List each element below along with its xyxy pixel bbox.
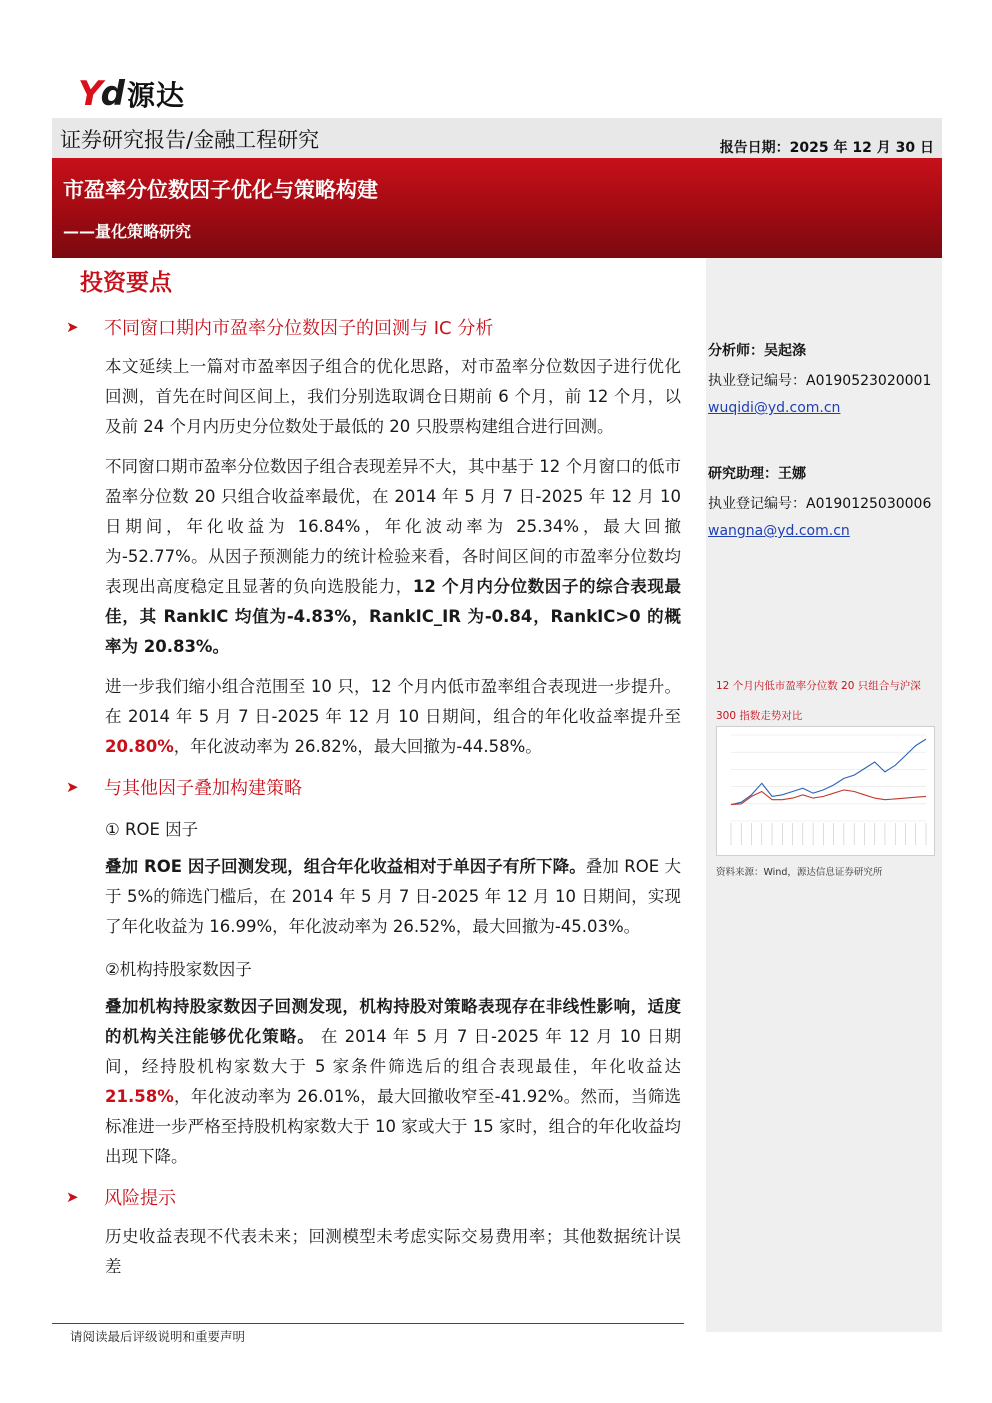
analyst2-title: 研究助理：王娜 (708, 466, 806, 482)
bullet-heading-2: ➤ 与其他因子叠加构建策略 (66, 778, 302, 799)
title-banner (52, 158, 942, 258)
bullet-arrow-icon: ➤ (66, 318, 79, 336)
section-title: 投资要点 (80, 270, 172, 296)
analyst1-email[interactable]: wuqidi@yd.com.cn (708, 400, 841, 416)
figure-source: 资料来源：Wind，源达信息证券研究所 (716, 867, 883, 878)
analyst1-title: 分析师：吴起涤 (708, 343, 806, 359)
paragraph-4: 叠加 ROE 因子回测发现，组合年化收益相对于单因子有所下降。叠加 ROE 大于 5%的筛选门槛后，在 2014 年 5 月 7 日-2025 年 12 月 10 日期间，实现了年化收益为 16.99%，年化波动率为 26.52%，最大回撤为-45.03%。 (105, 857, 681, 936)
bullet-heading-1: ➤ 不同窗口期内市盈率分位数因子的回测与 IC 分析 (66, 318, 494, 339)
analyst2-email[interactable]: wangna@yd.com.cn (708, 523, 850, 539)
report-date: 报告日期：2025 年 12 月 30 日 (719, 140, 934, 156)
paragraph-5: 叠加机构持股家数因子回测发现，机构持股对策略表现存在非线性影响，适度的机构关注能够优化策略。 在 2014 年 5 月 7 日-2025 年 12 月 10 日期间，经持股机构家数大于 5 家条件筛选后的组合表现最佳，年化收益达 21.58%，年化波动率为 26.01%，最大回撤收窄至-41.92%。然而，当筛选标准进一步严格至持股机构家数大于 10 家或大于 15 家时，组合的年化收益均出现下降。 (105, 997, 681, 1166)
report-title: 市盈率分位数因子优化与策略构建 (63, 178, 378, 202)
figure-caption-line2: 300 指数走势对比 (716, 710, 803, 722)
report-subtitle: ——量化策略研究 (63, 222, 192, 241)
trend-chart-svg (717, 727, 934, 855)
logo-mark: Yd (78, 74, 123, 114)
paragraph-2: 不同窗口期市盈率分位数因子组合表现差异不大，其中基于 12 个月窗口的低市盈率分位数 20 只组合收益率最优，在 2014 年 5 月 7 日-2025 年 12 月 10 日期间，年化收益为 16.84%，年化波动率为 25.34%，最大回撤为-52.77%。从因子预测能力的统计检验来看，各时间区间的市盈率分位数均表现出高度稳定且显著的负向选股能力，12 个月内分位数因子的综合表现最佳，其 RankIC 均值为-4.83%，RankIC_IR 为-0.84，RankIC>0 的概率为 20.83%。 (105, 457, 682, 656)
company-logo (78, 76, 185, 112)
paragraph-3: 进一步我们缩小组合范围至 10 只，12 个月内低市盈率组合表现进一步提升。在 2014 年 5 月 7 日-2025 年 12 月 10 日期间，组合的年化收益率提升至 20.80%，年化波动率为 26.82%，最大回撤为-44.58%。 (105, 677, 681, 756)
analyst1-reg: 执业登记编号：A0190523020001 (708, 373, 932, 389)
logo-name: 源达 (126, 79, 185, 112)
paragraph-6: 历史收益表现不代表未来；回测模型未考虑实际交易费用率；其他数据统计误差 (105, 1227, 681, 1276)
sub-heading-institution: ②机构持股家数因子 (105, 960, 252, 979)
chart-lines (731, 739, 926, 805)
bullet-arrow-icon: ➤ (66, 778, 79, 796)
sub-heading-roe: ① ROE 因子 (105, 820, 199, 839)
report-type: 证券研究报告/金融工程研究 (60, 128, 320, 152)
analyst2-reg: 执业登记编号：A0190125030006 (708, 496, 932, 512)
bullet-heading-3: ➤ 风险提示 (66, 1188, 176, 1209)
figure-caption-line1: 12 个月内低市盈率分位数 20 只组合与沪深 (716, 680, 921, 692)
footer-divider (52, 1323, 684, 1324)
footer-disclaimer: 请阅读最后评级说明和重要声明 (70, 1329, 246, 1344)
paragraph-1: 本文延续上一篇对市盈率因子组合的优化思路，对市盈率分位数因子进行优化回测，首先在时间区间上，我们分别选取调仓日期前 6 个月，前 12 个月，以及前 24 个月内历史分位数处于最低的 20 只股票构建组合进行回测。 (105, 357, 681, 436)
trend-chart (716, 726, 935, 856)
bullet-arrow-icon: ➤ (66, 1188, 79, 1206)
chart-grid (731, 735, 926, 845)
series-line-1 (731, 790, 926, 805)
